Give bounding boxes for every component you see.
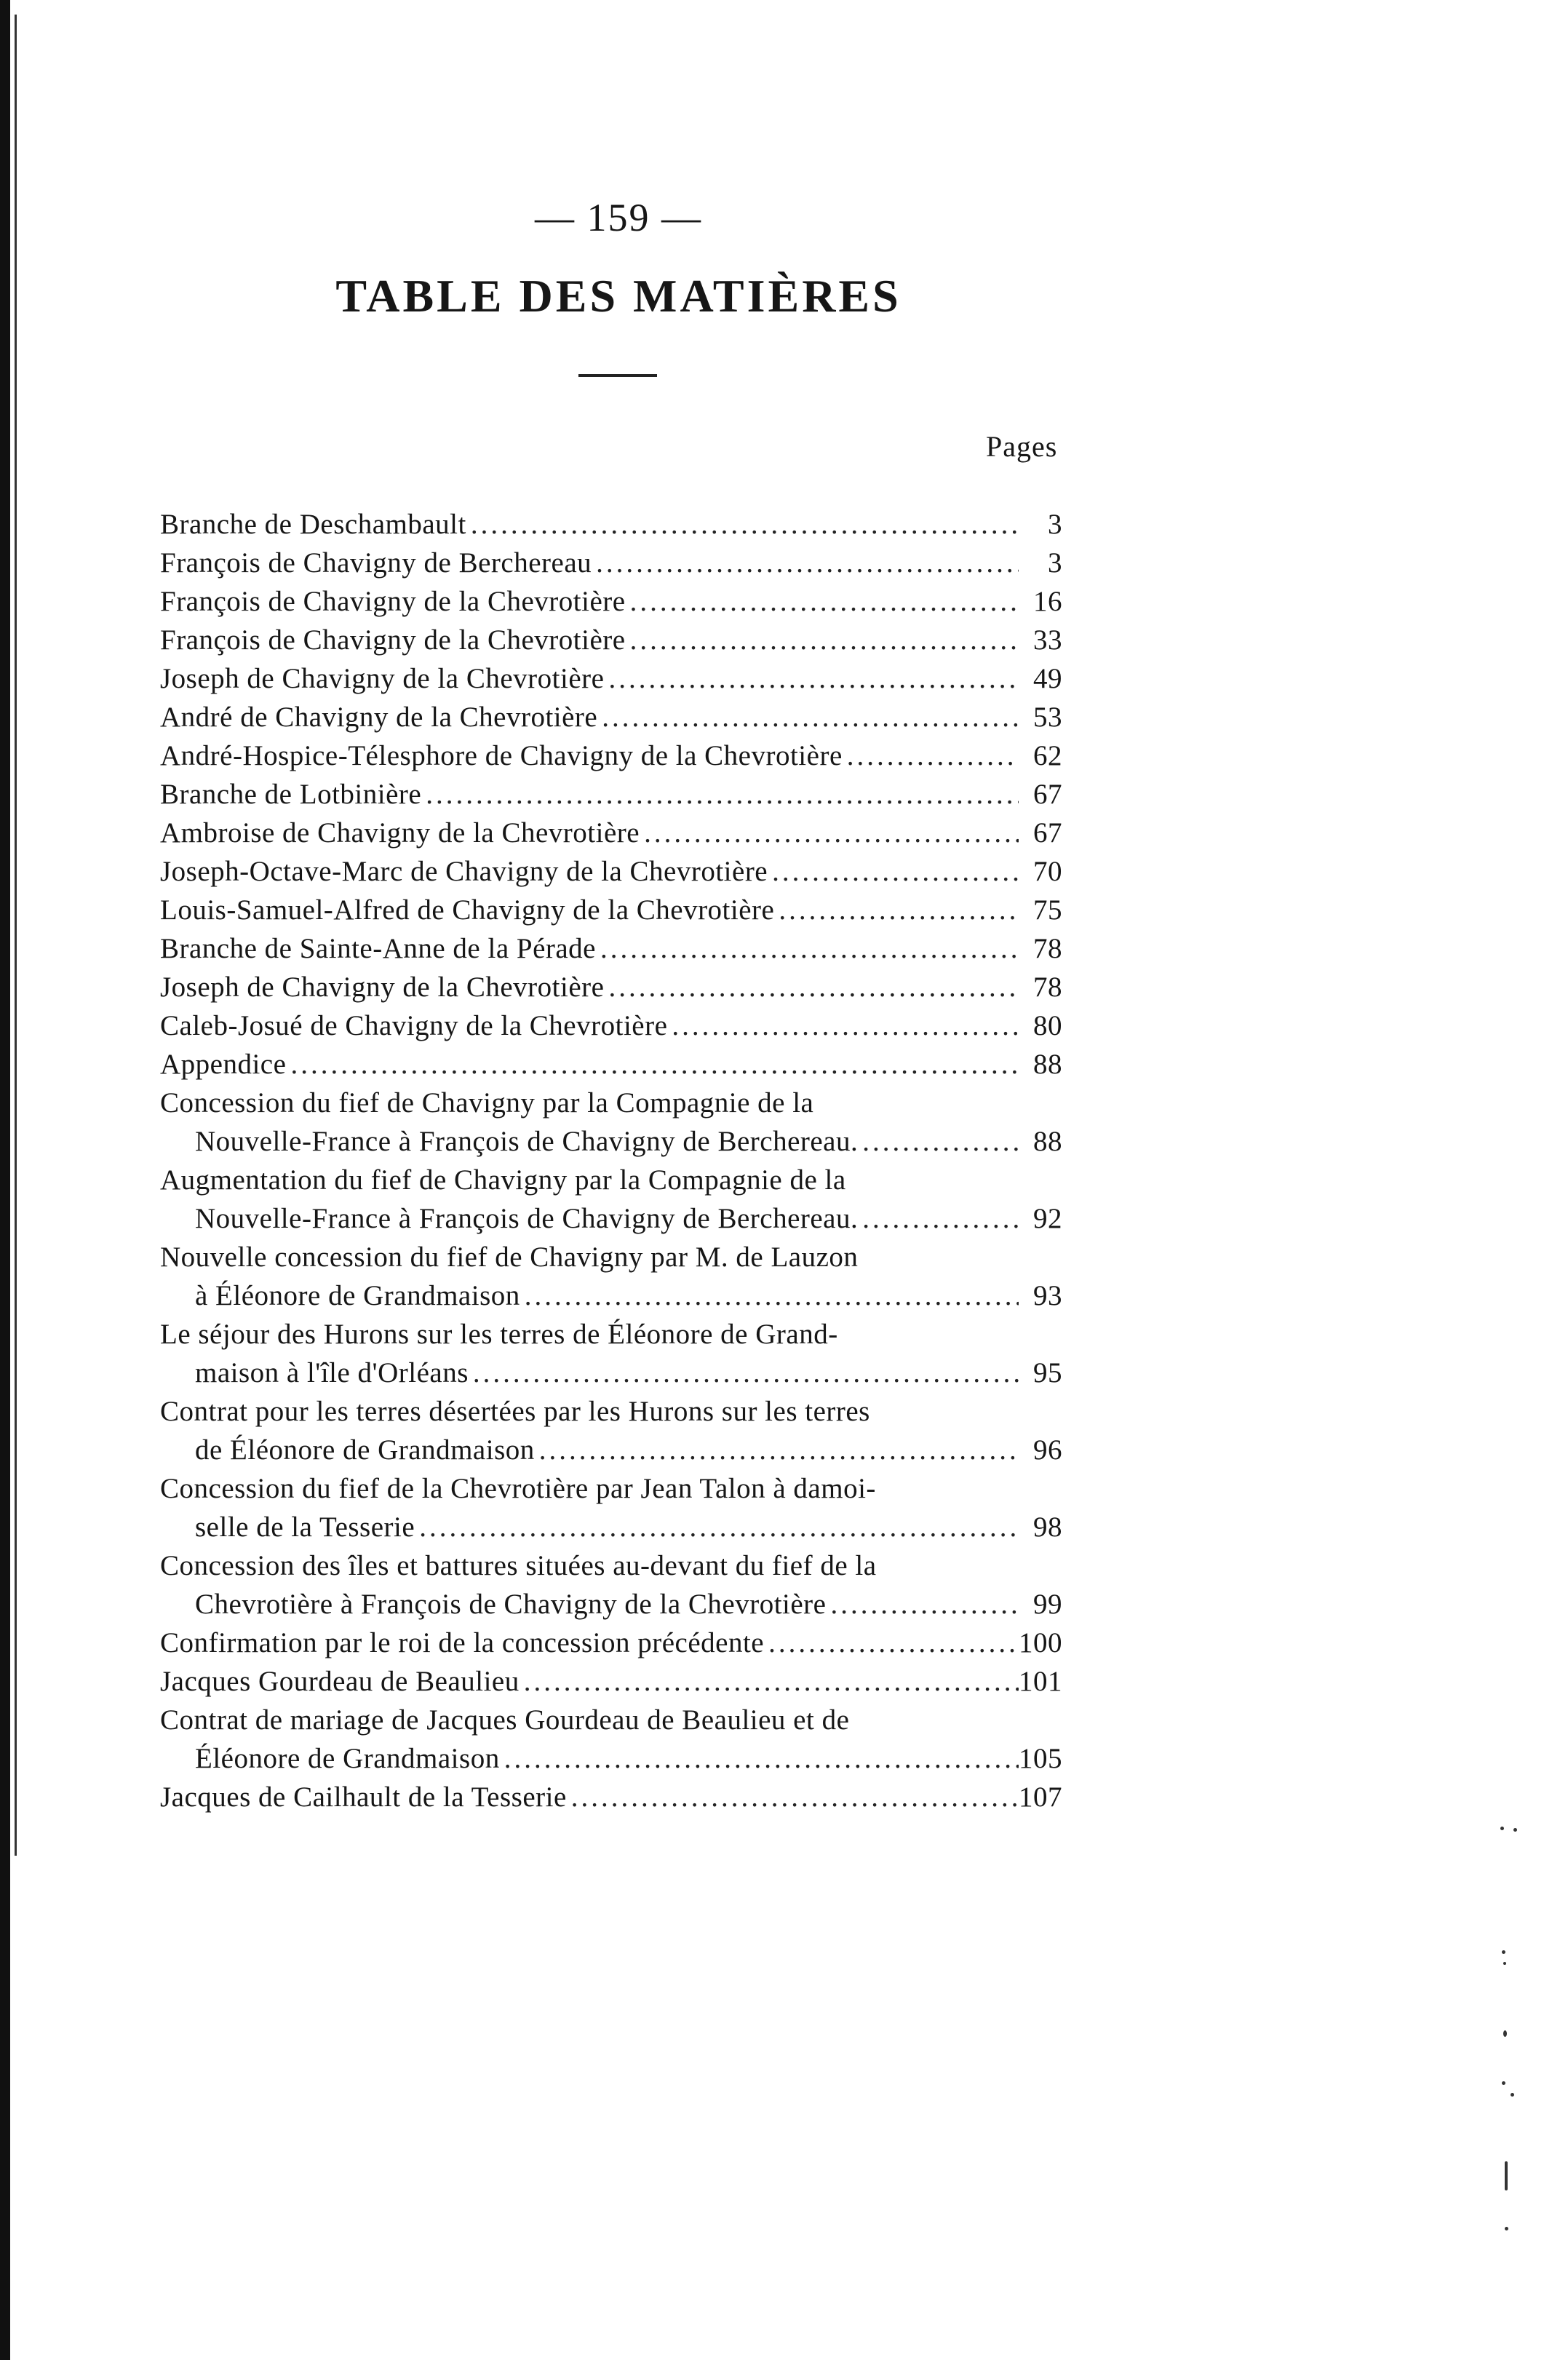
toc-entry-title: Éléonore de Grandmaison bbox=[195, 1743, 500, 1774]
toc-entry-line bbox=[160, 505, 1062, 544]
toc-entry-title: Le séjour des Hurons sur les terres de Éléonore de Grand- bbox=[160, 1319, 838, 1350]
toc-entry-line bbox=[160, 1045, 1062, 1084]
toc-entry-title: François de Chavigny de la Chevrotière bbox=[160, 624, 626, 656]
dot-leader bbox=[604, 659, 1019, 698]
margin-specks bbox=[1499, 1819, 1528, 2329]
dot-leader bbox=[667, 1006, 1019, 1045]
toc-entry-title: Nouvelle-France à François de Chavigny de Berchereau. bbox=[195, 1203, 859, 1234]
dot-leader bbox=[626, 621, 1019, 659]
toc-entry-page: 80 bbox=[1033, 1010, 1062, 1041]
dot-leader bbox=[567, 1778, 1019, 1816]
speck bbox=[1503, 2030, 1507, 2037]
page-title: TABLE DES MATIÈRES bbox=[335, 270, 902, 322]
dot-leader bbox=[520, 1276, 1019, 1315]
toc-entry-line bbox=[160, 1006, 1062, 1045]
toc-entry-line bbox=[160, 1238, 1062, 1276]
toc-entry-line bbox=[160, 659, 1062, 698]
toc-entry-line bbox=[160, 1199, 1062, 1238]
toc-entry bbox=[160, 1045, 1062, 1084]
toc-entry bbox=[160, 1624, 1062, 1662]
dot-leader bbox=[592, 544, 1019, 582]
toc-entry-title: Joseph de Chavigny de la Chevrotière bbox=[160, 663, 605, 694]
speck bbox=[1502, 2081, 1505, 2085]
toc-entry-line bbox=[160, 1469, 1062, 1508]
toc-entry-title: André-Hospice-Télesphore de Chavigny de la Chevrotière bbox=[160, 740, 843, 771]
table-of-contents bbox=[160, 505, 1062, 1816]
speck bbox=[1513, 1828, 1517, 1832]
speck bbox=[1503, 1962, 1506, 1965]
toc-entry bbox=[160, 852, 1062, 891]
dot-leader bbox=[858, 1122, 1019, 1161]
toc-entry-page: 49 bbox=[1033, 663, 1062, 694]
toc-entry bbox=[160, 1315, 1062, 1392]
toc-entry-page: 33 bbox=[1033, 624, 1062, 656]
toc-entry-page: 53 bbox=[1033, 702, 1062, 733]
toc-entry-title: Joseph-Octave-Marc de Chavigny de la Chevrotière bbox=[160, 856, 768, 887]
toc-entry bbox=[160, 544, 1062, 582]
speck bbox=[1511, 2093, 1514, 2097]
toc-entry-line bbox=[160, 929, 1062, 968]
toc-entry-page: 88 bbox=[1033, 1126, 1062, 1157]
toc-entry-title: maison à l'île d'Orléans bbox=[195, 1357, 469, 1388]
toc-entry-line bbox=[160, 1276, 1062, 1315]
toc-entry-line bbox=[160, 1585, 1062, 1624]
speck bbox=[1502, 1950, 1505, 1954]
speck bbox=[1500, 1827, 1504, 1830]
toc-entry bbox=[160, 775, 1062, 814]
toc-entry-title: Contrat de mariage de Jacques Gourdeau de Beaulieu et de bbox=[160, 1704, 850, 1736]
toc-entry-page: 105 bbox=[1019, 1743, 1062, 1774]
toc-entry-page: 107 bbox=[1019, 1781, 1062, 1813]
pages-column-heading: Pages bbox=[986, 430, 1058, 463]
toc-entry-title: Concession du fief de la Chevrotière par Jean Talon à damoi- bbox=[160, 1473, 876, 1504]
dot-leader bbox=[286, 1045, 1019, 1084]
toc-entry-line bbox=[160, 1624, 1062, 1662]
toc-entry-line bbox=[160, 1701, 1062, 1739]
toc-entry-page: 78 bbox=[1033, 972, 1062, 1003]
toc-entry-page: 62 bbox=[1033, 740, 1062, 771]
dot-leader bbox=[469, 1354, 1019, 1392]
toc-entry-title: François de Chavigny de Berchereau bbox=[160, 547, 592, 579]
toc-entry-title: Chevrotière à François de Chavigny de la Chevrotière bbox=[195, 1589, 827, 1620]
toc-entry-line bbox=[160, 1084, 1062, 1122]
toc-entry-title: Joseph de Chavigny de la Chevrotière bbox=[160, 972, 605, 1003]
toc-entry bbox=[160, 736, 1062, 775]
toc-entry-page: 88 bbox=[1033, 1049, 1062, 1080]
dot-leader bbox=[640, 814, 1019, 852]
toc-entry-title: Nouvelle concession du fief de Chavigny par M. de Lauzon bbox=[160, 1241, 859, 1273]
dot-leader bbox=[466, 505, 1019, 544]
toc-entry bbox=[160, 698, 1062, 736]
scan-left-edge bbox=[0, 0, 10, 2360]
toc-entry-line bbox=[160, 698, 1062, 736]
toc-entry-line bbox=[160, 1354, 1062, 1392]
toc-entry bbox=[160, 582, 1062, 621]
toc-entry-page: 101 bbox=[1019, 1666, 1062, 1697]
toc-entry-line bbox=[160, 1315, 1062, 1354]
speck bbox=[1505, 2161, 1508, 2190]
toc-entry bbox=[160, 1392, 1062, 1469]
toc-entry-page: 75 bbox=[1033, 894, 1062, 926]
toc-entry bbox=[160, 1238, 1062, 1315]
toc-entry-line bbox=[160, 1546, 1062, 1585]
toc-entry bbox=[160, 1662, 1062, 1701]
toc-entry-page: 67 bbox=[1033, 817, 1062, 849]
toc-entry-line bbox=[160, 852, 1062, 891]
dot-leader bbox=[764, 1624, 1019, 1662]
toc-entry-line bbox=[160, 1508, 1062, 1546]
toc-entry-page: 95 bbox=[1033, 1357, 1062, 1388]
toc-entry bbox=[160, 1161, 1062, 1238]
toc-entry-page: 67 bbox=[1033, 779, 1062, 810]
page-number: — 159 — bbox=[535, 196, 702, 239]
toc-entry-title: Confirmation par le roi de la concession précédente bbox=[160, 1627, 765, 1658]
toc-entry-page: 93 bbox=[1033, 1280, 1062, 1311]
toc-entry-page: 99 bbox=[1033, 1589, 1062, 1620]
toc-entry-page: 98 bbox=[1033, 1511, 1062, 1543]
toc-entry-title: François de Chavigny de la Chevrotière bbox=[160, 586, 626, 617]
toc-entry-line bbox=[160, 621, 1062, 659]
toc-entry-page: 3 bbox=[1048, 509, 1062, 540]
toc-entry-title: Concession du fief de Chavigny par la Compagnie de la bbox=[160, 1087, 814, 1119]
toc-entry-page: 96 bbox=[1033, 1434, 1062, 1466]
toc-entry bbox=[160, 1546, 1062, 1624]
toc-entry bbox=[160, 1084, 1062, 1161]
dot-leader bbox=[421, 775, 1019, 814]
toc-entry bbox=[160, 1006, 1062, 1045]
toc-entry-title: André de Chavigny de la Chevrotière bbox=[160, 702, 598, 733]
dot-leader bbox=[626, 582, 1019, 621]
dot-leader bbox=[520, 1662, 1019, 1701]
toc-entry-title: Contrat pour les terres désertées par les Hurons sur les terres bbox=[160, 1396, 870, 1427]
toc-entry-line bbox=[160, 1161, 1062, 1199]
toc-entry-title: Branche de Deschambault bbox=[160, 509, 466, 540]
toc-entry-line bbox=[160, 1122, 1062, 1161]
toc-entry bbox=[160, 1701, 1062, 1778]
toc-entry-page: 16 bbox=[1033, 586, 1062, 617]
toc-entry-line bbox=[160, 544, 1062, 582]
toc-entry bbox=[160, 1469, 1062, 1546]
toc-entry bbox=[160, 659, 1062, 698]
title-divider bbox=[578, 374, 657, 377]
toc-entry-title: Ambroise de Chavigny de la Chevrotière bbox=[160, 817, 640, 849]
toc-entry-title: à Éléonore de Grandmaison bbox=[195, 1280, 520, 1311]
toc-entry-line bbox=[160, 814, 1062, 852]
toc-entry-line bbox=[160, 1739, 1062, 1778]
toc-entry bbox=[160, 814, 1062, 852]
toc-entry-page: 100 bbox=[1019, 1627, 1062, 1658]
dot-leader bbox=[858, 1199, 1019, 1238]
toc-entry-title: Concession des îles et battures situées au-devant du fief de la bbox=[160, 1550, 877, 1581]
toc-entry-page: 70 bbox=[1033, 856, 1062, 887]
toc-entry-title: Branche de Lotbinière bbox=[160, 779, 422, 810]
toc-entry-page: 3 bbox=[1048, 547, 1062, 579]
toc-entry-page: 92 bbox=[1033, 1203, 1062, 1234]
toc-entry-title: selle de la Tesserie bbox=[195, 1511, 415, 1543]
toc-entry-line bbox=[160, 775, 1062, 814]
dot-leader bbox=[774, 891, 1019, 929]
dot-leader bbox=[535, 1431, 1019, 1469]
toc-entry-line bbox=[160, 1392, 1062, 1431]
toc-entry-title: Branche de Sainte-Anne de la Pérade bbox=[160, 933, 596, 964]
dot-leader bbox=[596, 929, 1019, 968]
toc-entry-page: 78 bbox=[1033, 933, 1062, 964]
toc-entry-line bbox=[160, 736, 1062, 775]
dot-leader bbox=[826, 1585, 1019, 1624]
dot-leader bbox=[843, 736, 1019, 775]
toc-entry-title: Jacques Gourdeau de Beaulieu bbox=[160, 1666, 520, 1697]
dot-leader bbox=[604, 968, 1019, 1006]
toc-entry-title: Augmentation du fief de Chavigny par la Compagnie de la bbox=[160, 1164, 846, 1196]
toc-entry-line bbox=[160, 1431, 1062, 1469]
toc-entry-title: Nouvelle-France à François de Chavigny de Berchereau. bbox=[195, 1126, 859, 1157]
dot-leader bbox=[500, 1739, 1019, 1778]
toc-entry-line bbox=[160, 891, 1062, 929]
dot-leader bbox=[415, 1508, 1019, 1546]
toc-entry-title: de Éléonore de Grandmaison bbox=[195, 1434, 535, 1466]
toc-entry-title: Jacques de Cailhault de la Tesserie bbox=[160, 1781, 567, 1813]
toc-entry bbox=[160, 1778, 1062, 1816]
toc-entry-line bbox=[160, 1778, 1062, 1816]
toc-entry-title: Appendice bbox=[160, 1049, 287, 1080]
toc-entry-line bbox=[160, 1662, 1062, 1701]
toc-entry bbox=[160, 621, 1062, 659]
toc-entry bbox=[160, 505, 1062, 544]
toc-entry-line bbox=[160, 582, 1062, 621]
toc-entry-title: Louis-Samuel-Alfred de Chavigny de la Chevrotière bbox=[160, 894, 775, 926]
toc-entry bbox=[160, 891, 1062, 929]
dot-leader bbox=[768, 852, 1019, 891]
speck bbox=[1505, 2227, 1508, 2230]
toc-entry-line bbox=[160, 968, 1062, 1006]
toc-entry-title: Caleb-Josué de Chavigny de la Chevrotière bbox=[160, 1010, 668, 1041]
toc-entry bbox=[160, 929, 1062, 968]
dot-leader bbox=[597, 698, 1019, 736]
toc-entry bbox=[160, 968, 1062, 1006]
